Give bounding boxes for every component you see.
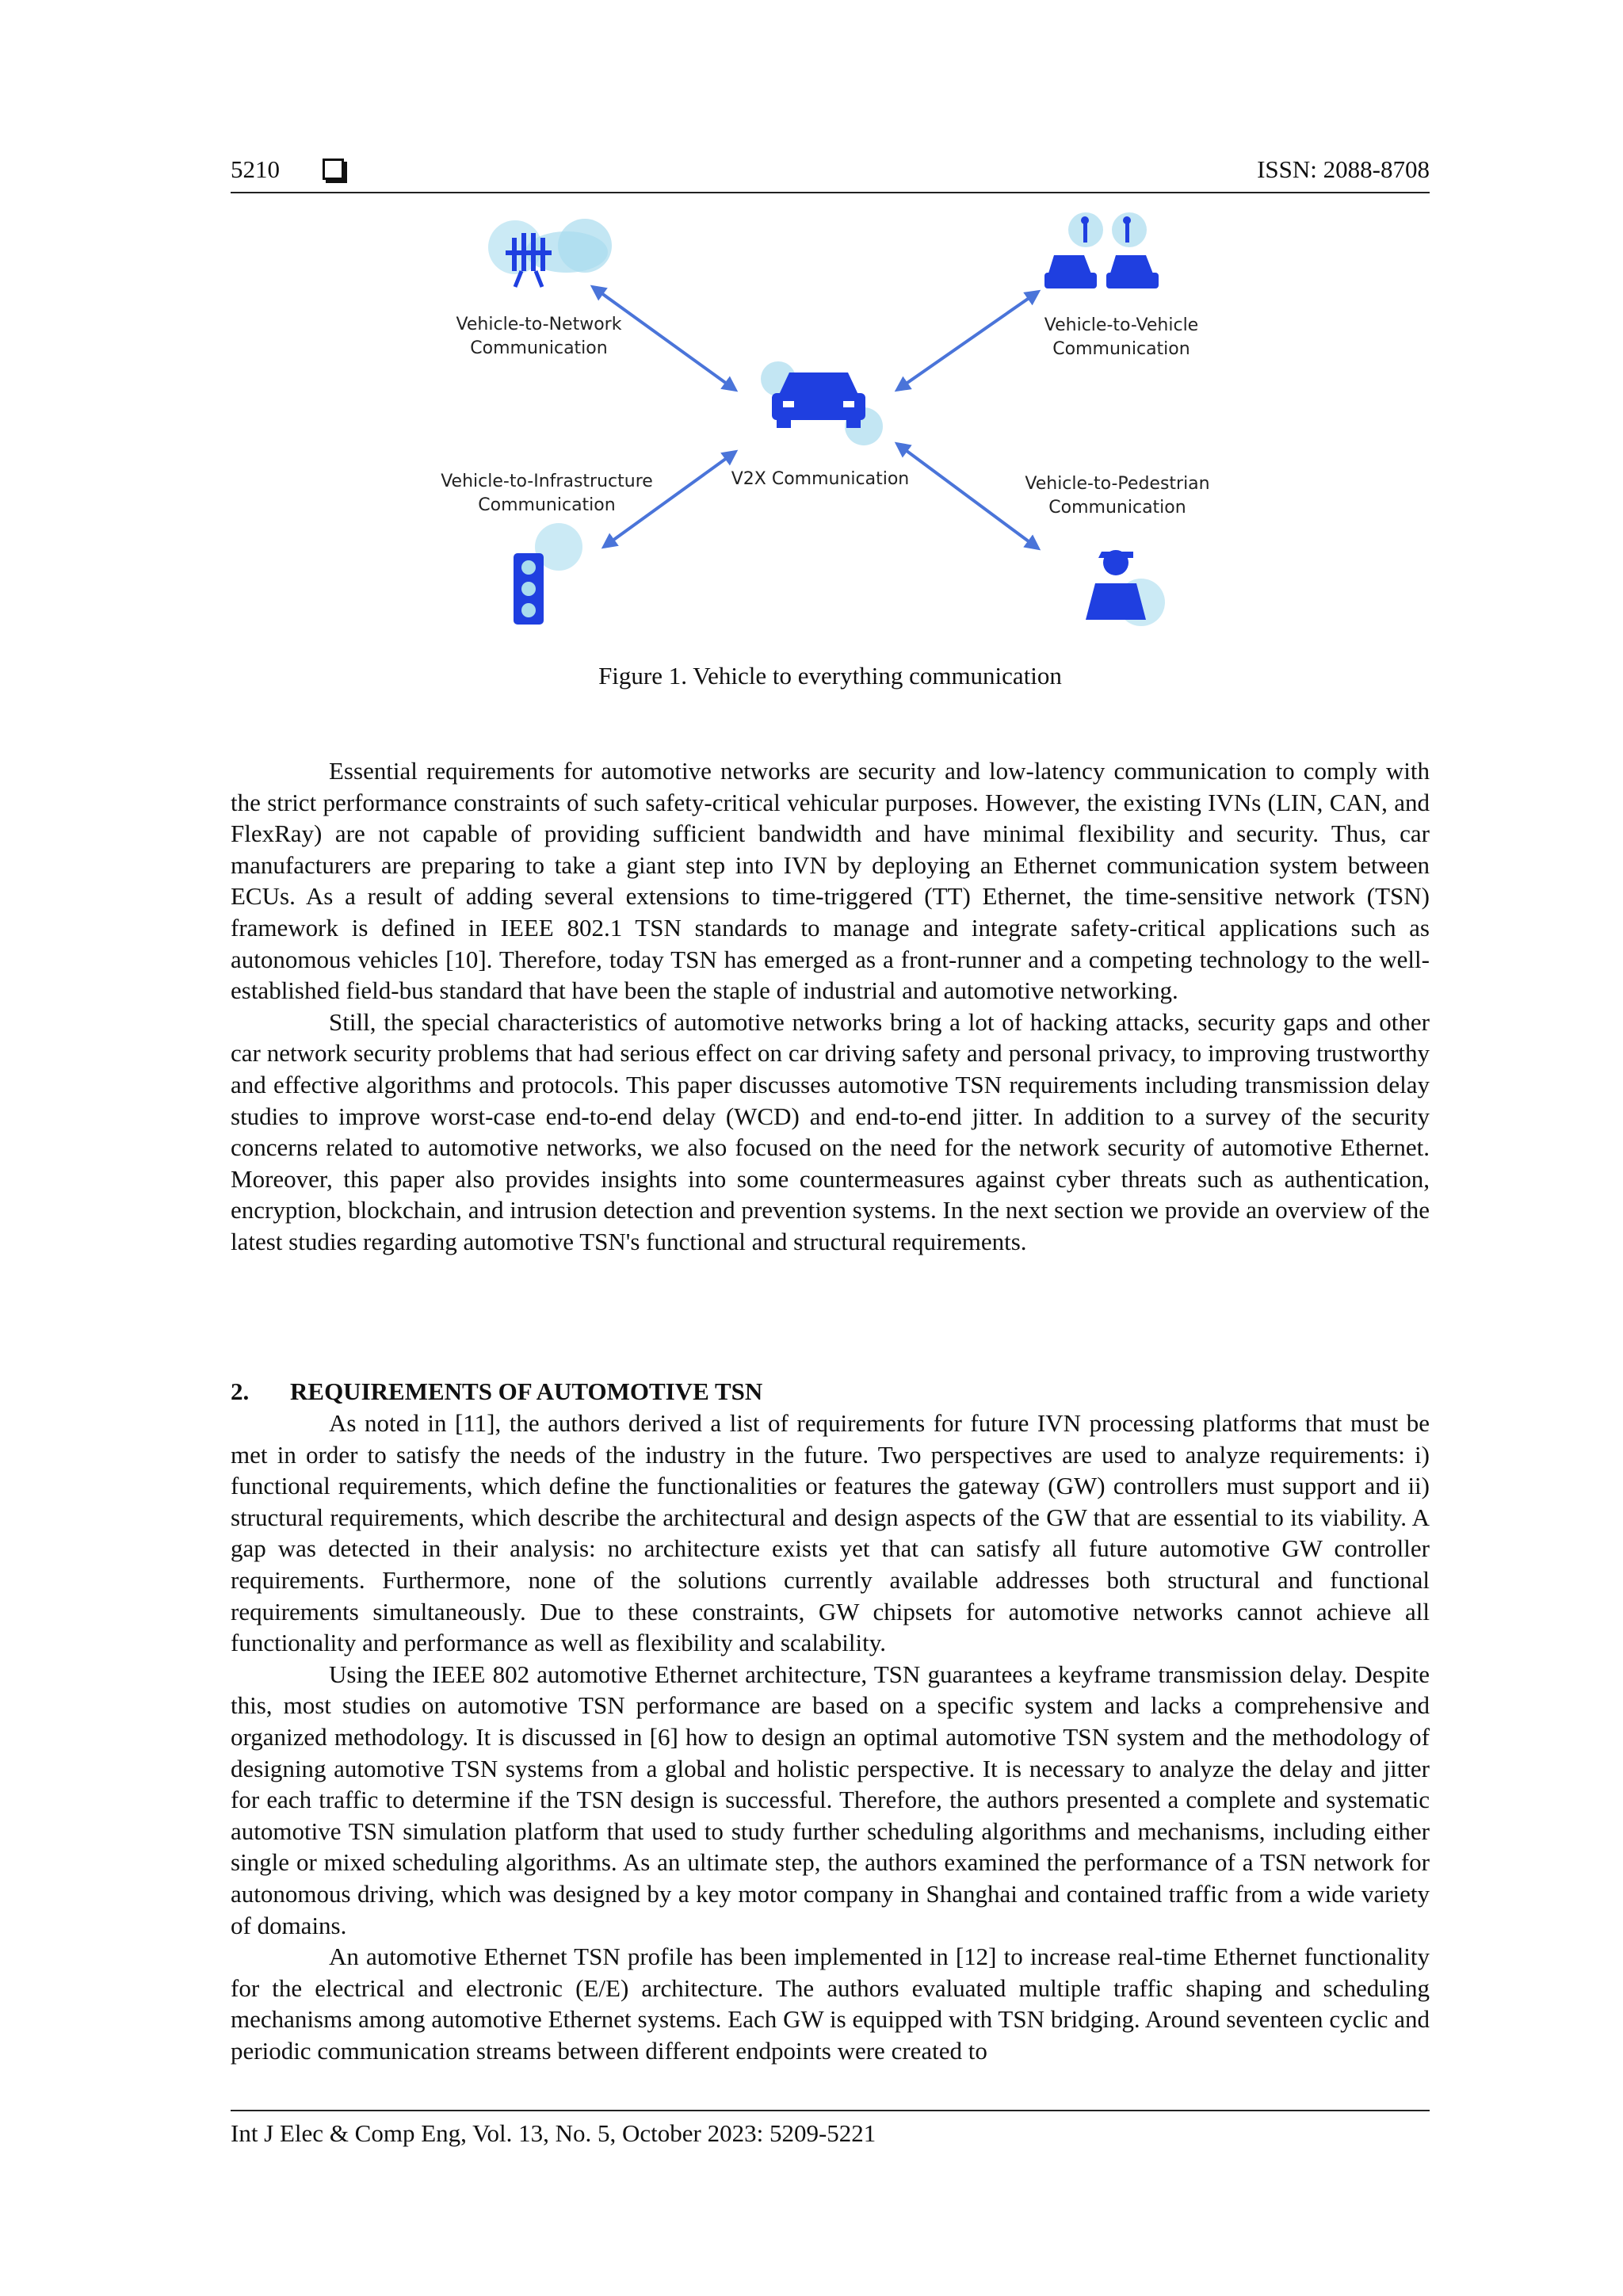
page-footer — [231, 2110, 1430, 2148]
label-v2n: Vehicle-to-Network Communication — [456, 315, 622, 358]
cell-tower-cloud-icon — [488, 219, 612, 287]
paragraph: Essential requirements for automotive networks are security and low-latency communication to comply with the strict performance constraints of such safety-critical vehicular purposes. However, the existing IVNs (LIN, CAN, and FlexRay) are not capable of providing sufficient bandwidth and have minimal flexibility and security. Thus, car manufacturers are preparing to take a giant step into IVN by deploying an Ethernet communication system between ECUs. As a result of adding several extensions to time-triggered (TT) Ethernet, the time-sensitive network (TSN) framework is defined in IEEE 802.1 TSN standards to manage and integrate safety-critical applications such as autonomous vehicles [10]. Therefore, today TSN has emerged as a front-runner and a competing technology to the well-established field-bus standard that have been the staple of industrial and automotive networking. — [231, 757, 1430, 1005]
two-cars-icon — [1044, 212, 1159, 288]
label-v2i: Vehicle-to-Infrastructure Communication — [441, 472, 653, 515]
section-title: REQUIREMENTS OF AUTOMOTIVE TSN — [290, 1377, 763, 1405]
box-icon — [323, 159, 344, 180]
section-number: 2. — [231, 1377, 250, 1405]
paragraph: Still, the special characteristics of automotive networks bring a lot of hacking attacks, security gaps and other car network security problems that had serious effect on car driving safety and personal privacy, to improving trustworthy and effective algorithms and protocols. This paper discusses automotive TSN requirements including transmission delay studies to improve worst-case end-to-end delay (WCD) and end-to-end jitter. In addition to a survey of the security concerns related to automotive networks, we also focused on the need for the network security of automotive Ethernet. Moreover, this paper also provides insights into some countermeasures against cyber threats such as authentication, encryption, blockchain, and intrusion detection and prevention systems. In the next section we provide an overview of the latest studies regarding automotive TSN's functional and structural requirements. — [231, 1007, 1430, 1255]
page-number: 5210 — [231, 155, 280, 183]
traffic-light-icon — [514, 523, 582, 625]
page-header — [231, 155, 1430, 193]
pedestrian-icon — [1086, 550, 1165, 626]
v2x-diagram — [396, 206, 1268, 650]
car-icon — [761, 361, 883, 445]
paragraph: As noted in [11], the authors derived a list of requirements for future IVN processing platforms that must be met in order to satisfy the needs of the industry in the future. Two perspectives are used to analyze requirements: i) functional requirements, which define the functionalities or features the gateway (GW) controllers must support and ii) structural requirements, which describe the architectural and design aspects of the GW that are essential to its viability. A gap was detected in their analysis: no architecture exists yet that can satisfy all future automotive GW controller requirements. Furthermore, none of the solutions currently available addresses both structural and functional requirements simultaneously. Due to these constraints, GW chipsets for automotive networks cannot achieve all functionality and performance as well as flexibility and scalability. — [231, 1409, 1430, 1657]
figure-v2x — [396, 206, 1268, 650]
intro-text — [231, 755, 1430, 1258]
paragraph: Using the IEEE 802 automotive Ethernet architecture, TSN guarantees a keyframe transmission delay. Despite this, most studies on automotive TSN performance are based on a specific system and lacks a comprehensive and organized methodology. It is discussed in [6] how to design an optimal automotive TSN system and the methodology of designing automotive TSN systems from a global and holistic perspective. It is necessary to analyze the delay and jitter for each traffic to determine if the TSN design is successful. Therefore, the authors presented a complete and systematic automotive TSN simulation platform that used to study further scheduling algorithms and mechanisms, including either single or mixed scheduling algorithms. As an ultimate step, the authors examined the performance of a TSN network for autonomous driving, which was designed by a key motor company in Shanghai and contained traffic from a wide variety of domains. — [231, 1660, 1430, 1939]
paragraph: An automotive Ethernet TSN profile has been implemented in [12] to increase real-time Ethernet functionality for the electrical and electronic (E/E) architecture. The authors evaluated multiple traffic shaping and scheduling mechanisms among automotive Ethernet systems. Each GW is equipped with TSN bridging. Around seventeen cyclic and periodic communication streams between different endpoints were created to — [231, 1943, 1430, 2065]
label-v2v: Vehicle-to-Vehicle Communication — [1044, 315, 1199, 359]
label-v2x: V2X Communication — [731, 469, 910, 489]
figure-caption: Figure 1. Vehicle to everything communication — [598, 662, 1062, 690]
label-v2p: Vehicle-to-Pedestrian Communication — [1025, 474, 1210, 518]
journal-citation: Int J Elec & Comp Eng, Vol. 13, No. 5, October 2023: 5209-5221 — [231, 2119, 876, 2147]
section-text — [231, 1408, 1430, 2066]
section-heading — [231, 1377, 762, 1406]
issn: ISSN: 2088-8708 — [1257, 155, 1430, 183]
